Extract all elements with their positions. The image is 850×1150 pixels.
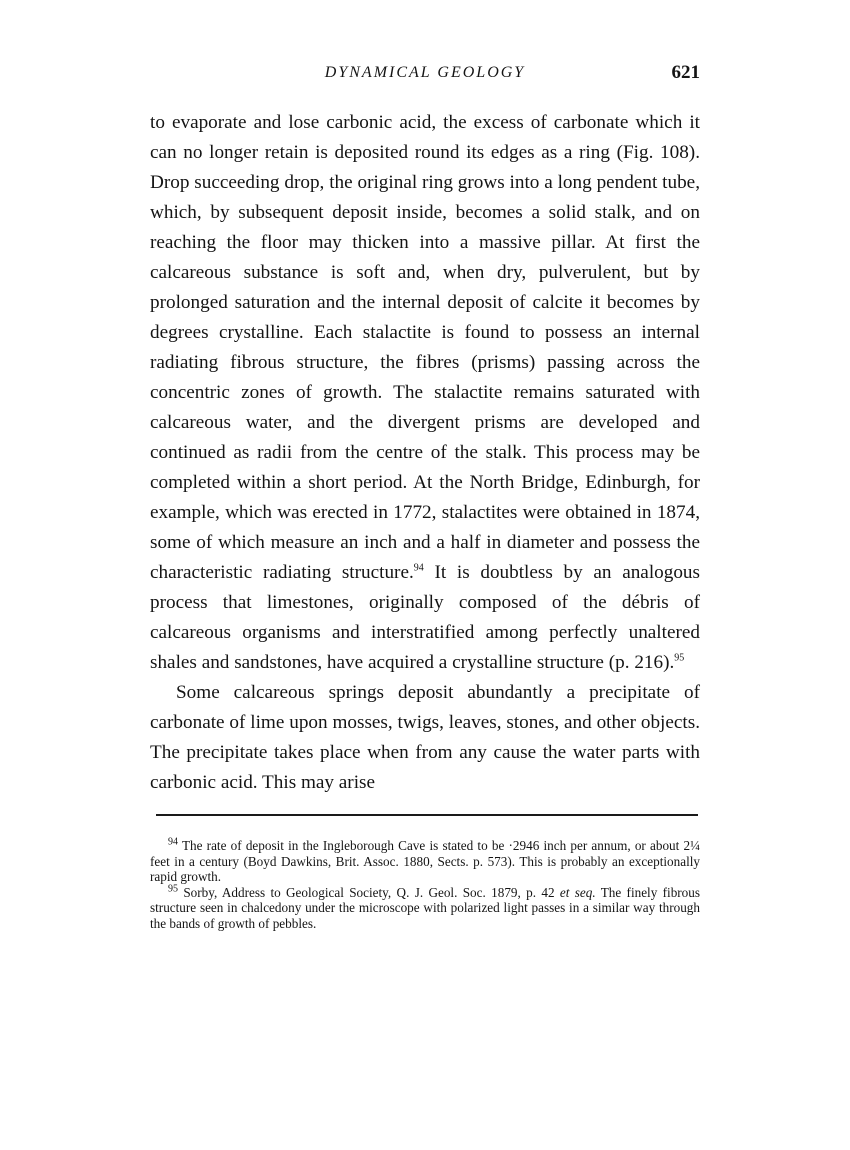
paragraph-text: It is doubtless by an analogous process that limestones, originally composed of the débris of calcareous organisms and interstratified among perfectly unaltered shales and sandstones, have acquired a crystalline structure (p. 216).: [150, 562, 700, 673]
footnote-number: 94: [168, 836, 178, 848]
footnote-text: Sorby, Address to Geological Society, Q. J. Geol. Soc. 1879, p. 42: [183, 884, 560, 900]
running-head: [150, 60, 700, 90]
footnote-divider: [156, 814, 698, 816]
footnote-text: The rate of deposit in the Ingleborough Cave is stated to be ·2946 inch per annum, or about 2¼ feet in a century (Boyd Dawkins, Brit. Assoc. 1880, Sects. p. 573). This is probably an exceptionally rapid growth.: [150, 838, 700, 884]
footnote-94: [150, 838, 700, 885]
footnotes: [150, 838, 700, 931]
running-title: DYNAMICAL GEOLOGY: [324, 64, 526, 81]
page-number: 621: [671, 62, 700, 83]
paragraph-calcareous-springs: Some calcareous springs deposit abundantly a precipitate of carbonate of lime upon mosses, twigs, leaves, stones, and other objects. The precipitate takes place when from any cause the water parts with carbonic acid. This may arise: [150, 682, 700, 793]
book-page: [150, 60, 700, 931]
footnote-95: [150, 885, 700, 932]
body-text: [150, 108, 700, 798]
footnote-text: The finely fibrous structure seen in chalcedony under the microscope with polarized light passes in a similar way through the bands of growth of pebbles.: [150, 884, 701, 931]
paragraph-text: to evaporate and lose carbonic acid, the excess of carbonate which it can no longer retain is deposited round its edges as a ring (Fig. 108). Drop succeeding drop, the original ring grows into a long pendent tube, which, by subsequent deposit inside, becomes a solid stalk, and on reaching the floor may thicken into a massive pillar. At first the calcareous substance is soft and, when dry, pulverulent, but by prolonged saturation and the internal deposit of calcite it becomes by degrees crystalline. Each stalactite is found to possess an internal radiating fibrous structure, the fibres (prisms) passing across the concentric zones of growth. The stalactite remains saturated with calcareous water, and the divergent prisms are developed and continued as radii from the centre of the stalk. This process may be completed within a short period. At the North Bridge, Edinburgh, for example, which was erected in 1772, stalactites were obtained in 1874, some of which measure an inch and a half in diameter and possess the characteristic radiating structure.: [150, 112, 700, 583]
footnote-number: 95: [168, 883, 178, 895]
footnote-ref-95: 95: [674, 652, 685, 664]
footnote-ref-94: 94: [413, 562, 424, 574]
footnote-italic-et-seq: et seq.: [559, 884, 596, 900]
paragraph-stalactites: [150, 108, 700, 678]
